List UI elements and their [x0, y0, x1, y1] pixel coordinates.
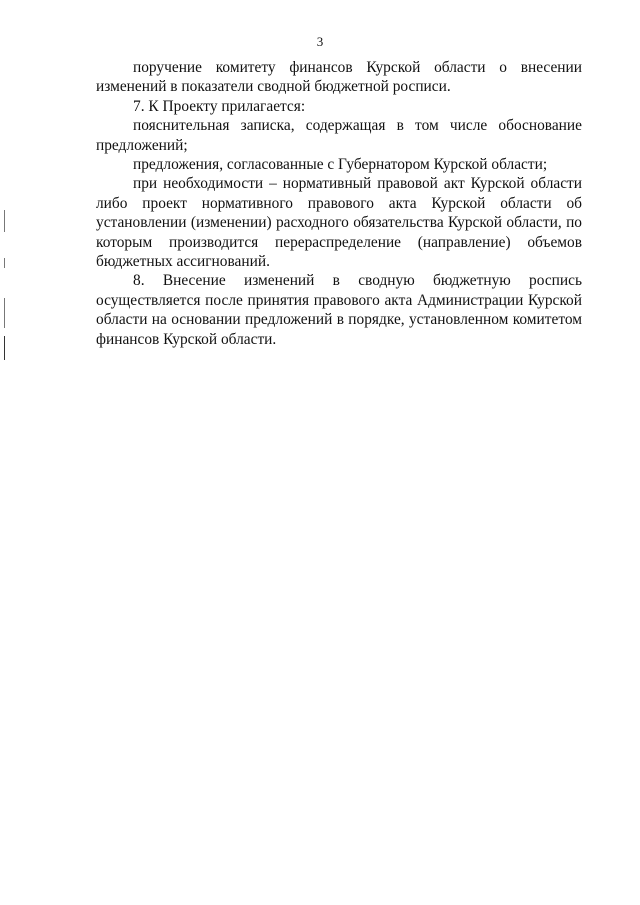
paragraph-section-8: 8. Внесение изменений в сводную бюджетную роспись осуществляется после принятия правового акта Администрации Курской области на основании предложений в порядке, установленном комитетом финансов Курской области. [96, 272, 582, 348]
paragraph-explanatory-note: пояснительная записка, содержащая в том числе обоснование предложений; [96, 117, 582, 154]
paragraph-section-7-heading: 7. К Проекту прилагается: [133, 97, 306, 115]
scan-mark [4, 298, 5, 328]
paragraph-instruction-to-finance-committee: поручение комитету финансов Курской области о внесении изменений в показатели сводной бюджетной росписи. [96, 59, 582, 96]
page-number: 3 [316, 34, 324, 49]
scan-margin-marks [4, 210, 8, 370]
paragraph-governor-proposals: предложения, согласованные с Губернатором Курской области; [133, 156, 548, 174]
scan-mark [4, 336, 5, 360]
paragraph-normative-act: при необходимости – нормативный правовой акт Курской области либо проект нормативного правового акта Курской области об установлении (изменении) расходного обязательства Курской области, по которым производится перераспределение (направление) объемов бюджетных ассигнований. [96, 175, 582, 271]
document-body [96, 58, 582, 349]
scan-mark [4, 258, 5, 268]
scan-mark [4, 210, 5, 232]
